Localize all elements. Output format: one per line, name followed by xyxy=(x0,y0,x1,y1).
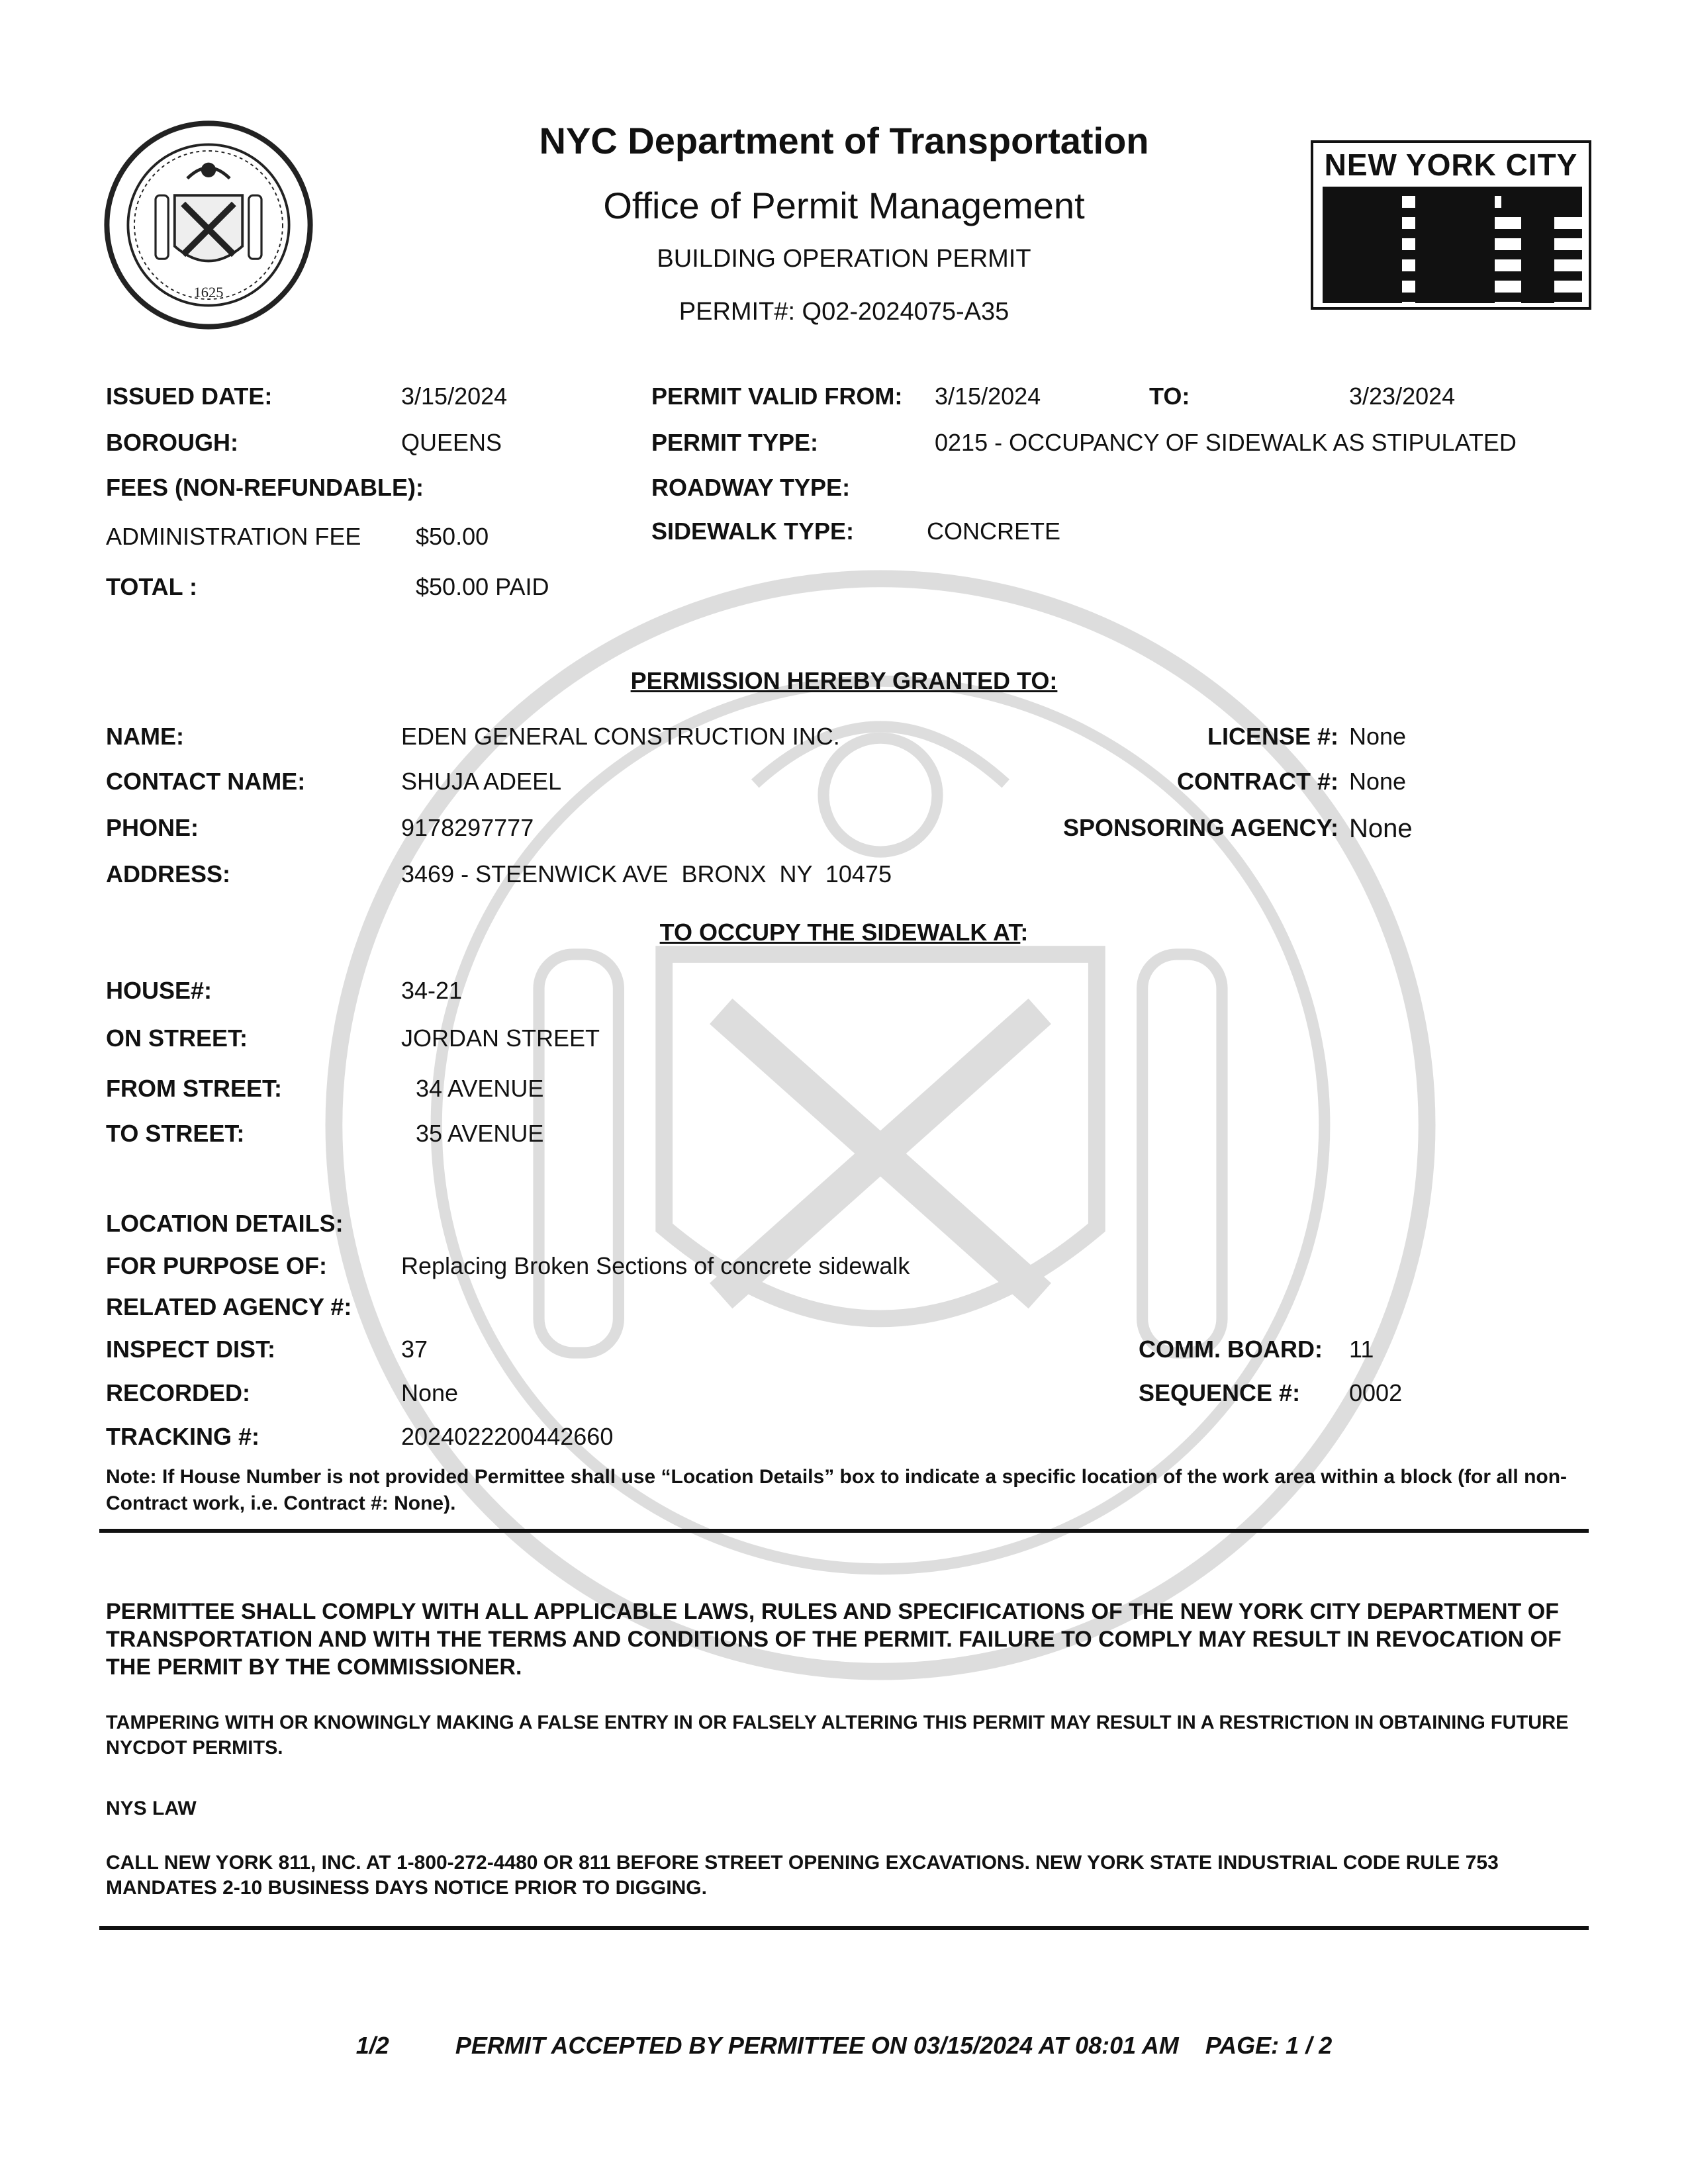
roadway-type-label: ROADWAY TYPE: xyxy=(651,474,851,501)
footer-accepted: PERMIT ACCEPTED BY PERMITTEE ON 03/15/2024 AT 08:01 AM xyxy=(455,2032,1179,2059)
nyc-dot-logo xyxy=(1311,140,1591,310)
from-street-label: FROM STREET: xyxy=(106,1075,282,1102)
tracking-value: 2024022200442660 xyxy=(401,1423,614,1450)
location-heading-text: TO OCCUPY THE SIDEWALK AT xyxy=(659,919,1021,946)
permit-number: PERMIT#: Q02-2024075-A35 xyxy=(679,298,1009,326)
house-label: HOUSE#: xyxy=(106,977,212,1004)
sequence-value: 0002 xyxy=(1349,1379,1403,1406)
on-street-label: ON STREET: xyxy=(106,1024,248,1052)
contact-name-label: CONTACT NAME: xyxy=(106,768,306,795)
on-street-value: JORDAN STREET xyxy=(401,1024,600,1052)
phone-label: PHONE: xyxy=(106,814,199,841)
inspect-dist-label: INSPECT DIST: xyxy=(106,1336,276,1363)
valid-to-label: TO: xyxy=(1149,383,1190,410)
contract-label: CONTRACT #: xyxy=(1177,768,1338,795)
department-title: NYC Department of Transportation xyxy=(539,120,1149,161)
contact-name-value: SHUJA ADEEL xyxy=(401,768,562,795)
seal-year: 1625 xyxy=(193,283,224,300)
tampering-text: TAMPERING WITH OR KNOWINGLY MAKING A FALSE ENTRY IN OR FALSELY ALTERING THIS PERMIT MAY RESULT IN A RESTRICTION IN OBTAINING FUTURE NYCDOT PERMITS. xyxy=(106,1712,1569,1758)
sponsoring-agency-value: None xyxy=(1349,814,1413,843)
recorded-label: RECORDED: xyxy=(106,1379,251,1406)
tracking-label: TRACKING #: xyxy=(106,1423,259,1450)
call-811-text: CALL NEW YORK 811, INC. AT 1-800-272-4480 OR 811 BEFORE STREET OPENING EXCAVATIONS. NEW YORK STATE INDUSTRIAL CODE RULE 753 MANDATES 2-10 BUSINESS DAYS NOTICE PRIOR TO DIGGING. xyxy=(106,1852,1499,1899)
grantee-heading: PERMISSION HEREBY GRANTED TO: xyxy=(630,667,1058,694)
valid-to-value: 3/23/2024 xyxy=(1349,383,1456,410)
sidewalk-type-label: SIDEWALK TYPE: xyxy=(651,518,855,545)
borough-value: QUEENS xyxy=(401,429,502,456)
address-value: 3469 - STEENWICK AVE BRONX NY 10475 xyxy=(401,860,892,887)
recorded-value: None xyxy=(401,1379,459,1406)
to-street-value: 35 AVENUE xyxy=(416,1120,544,1147)
purpose-label: FOR PURPOSE OF: xyxy=(106,1252,328,1279)
admin-fee-label: ADMINISTRATION FEE xyxy=(106,523,361,550)
issued-date-label: ISSUED DATE: xyxy=(106,383,273,410)
divider-bottom xyxy=(99,1926,1589,1930)
from-street-value: 34 AVENUE xyxy=(416,1075,544,1102)
borough-label: BOROUGH: xyxy=(106,429,238,456)
valid-from-value: 3/15/2024 xyxy=(935,383,1041,410)
location-details-label: LOCATION DETAILS: xyxy=(106,1210,344,1237)
issued-date-value: 3/15/2024 xyxy=(401,383,508,410)
to-street-label: TO STREET: xyxy=(106,1120,245,1147)
permit-kind: BUILDING OPERATION PERMIT xyxy=(657,245,1031,273)
dot-letters-graphic xyxy=(1323,187,1582,303)
permit-type-label: PERMIT TYPE: xyxy=(651,429,819,456)
permit-type-value: 0215 - OCCUPANCY OF SIDEWALK AS STIPULATED xyxy=(935,429,1517,456)
comm-board-label: COMM. BOARD: xyxy=(1139,1336,1323,1363)
divider-top xyxy=(99,1529,1589,1533)
location-heading xyxy=(0,919,1688,946)
inspect-dist-value: 37 xyxy=(401,1336,428,1363)
license-label: LICENSE #: xyxy=(1207,723,1338,750)
footer-page-full: PAGE: 1 / 2 xyxy=(1205,2032,1333,2059)
nys-law-heading: NYS LAW xyxy=(106,1797,197,1819)
valid-from-label: PERMIT VALID FROM: xyxy=(651,383,903,410)
page-footer xyxy=(0,2032,1688,2060)
house-number-note: Note: If House Number is not provided Permittee shall use “Location Details” box to indicate a specific location of the work area within a block (for all non-Contract work, i.e. Contract #: None). xyxy=(106,1466,1568,1514)
sidewalk-type-value: CONCRETE xyxy=(927,518,1061,545)
name-value: EDEN GENERAL CONSTRUCTION INC. xyxy=(401,723,840,750)
footer-page-short: 1/2 xyxy=(355,2032,389,2059)
contract-value: None xyxy=(1349,768,1407,795)
sponsoring-agency-label: SPONSORING AGENCY: xyxy=(1062,814,1338,841)
purpose-value: Replacing Broken Sections of concrete sidewalk xyxy=(401,1252,910,1279)
logo-text: NEW YORK CITY xyxy=(1324,148,1578,182)
total-value: $50.00 PAID xyxy=(416,573,549,600)
related-agency-label: RELATED AGENCY #: xyxy=(106,1293,352,1320)
total-label: TOTAL : xyxy=(106,573,197,600)
comm-board-value: 11 xyxy=(1349,1336,1374,1363)
address-label: ADDRESS: xyxy=(106,860,231,887)
admin-fee-value: $50.00 xyxy=(416,523,489,550)
house-value: 34-21 xyxy=(401,977,463,1004)
office-title: Office of Permit Management xyxy=(603,185,1085,226)
name-label: NAME: xyxy=(106,723,184,750)
phone-value: 9178297777 xyxy=(401,814,534,841)
license-value: None xyxy=(1349,723,1407,750)
sequence-label: SEQUENCE #: xyxy=(1139,1379,1301,1406)
fees-label: FEES (NON-REFUNDABLE): xyxy=(106,474,424,501)
compliance-text: PERMITTEE SHALL COMPLY WITH ALL APPLICABLE LAWS, RULES AND SPECIFICATIONS OF THE NEW YORK CITY DEPARTMENT OF TRANSPORTATION AND WITH THE TERMS AND CONDITIONS OF THE PERMIT. FAILURE TO COMPLY MAY RESULT IN REVOCATION OF THE PERMIT BY THE COMMISSIONER. xyxy=(106,1599,1562,1680)
location-heading-colon: : xyxy=(1020,919,1029,946)
